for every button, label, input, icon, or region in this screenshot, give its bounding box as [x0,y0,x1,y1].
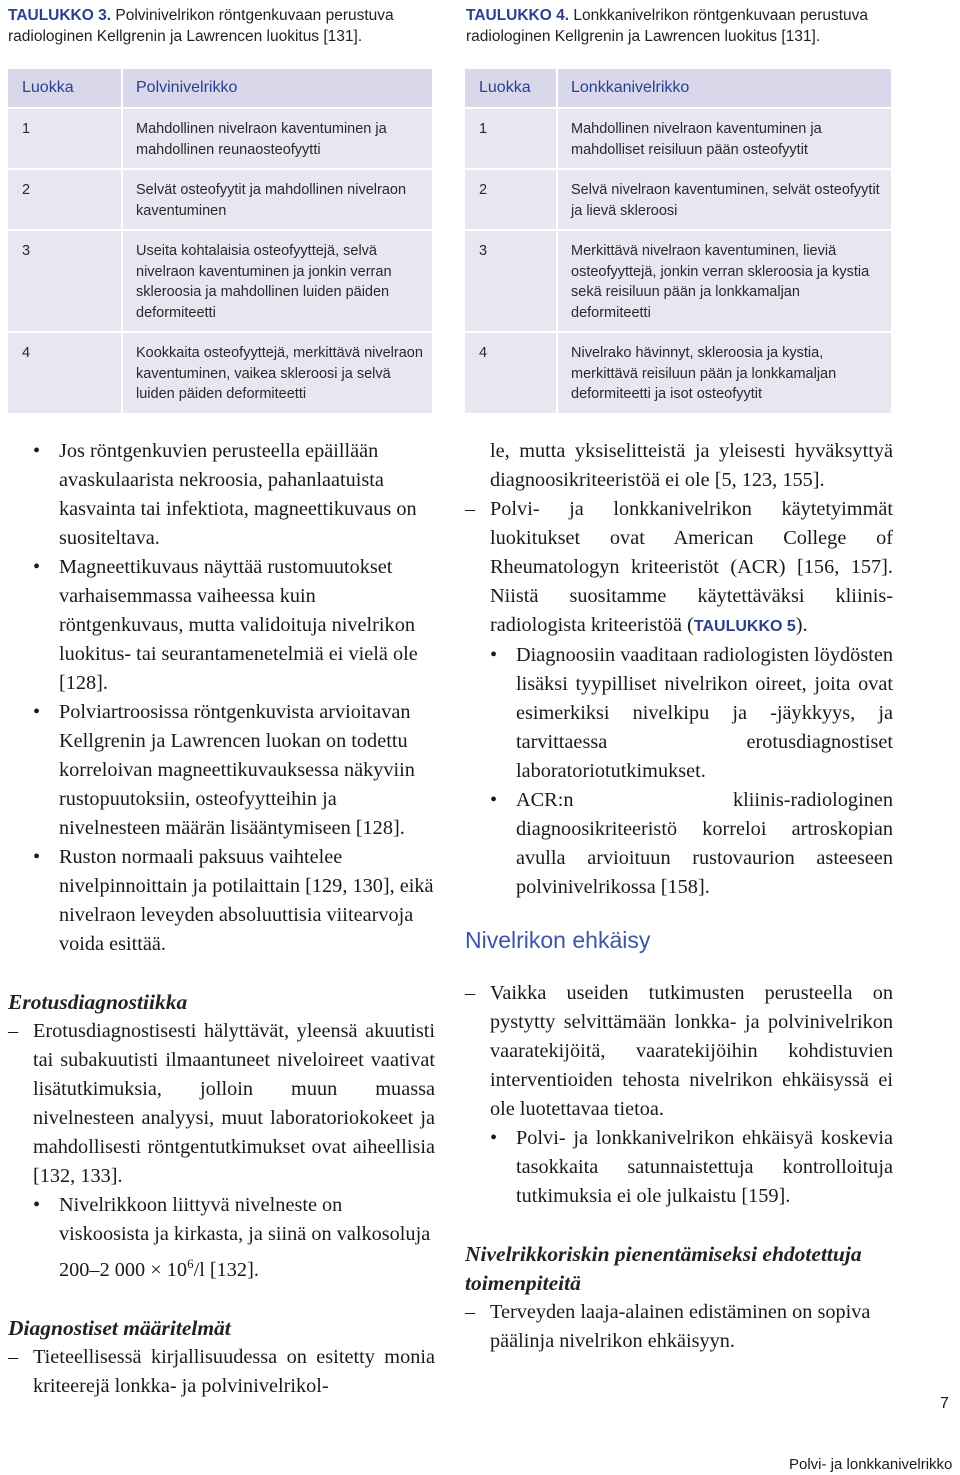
dash-text-pre: Polvi- ja lonkkanivelrikon käytetyimmät luokitukset ovat American College of Rheumatologyn kriteeristöt (ACR) [156, 157]. Niistä suositamme käytettäväksi kliinis-radiologista kriteeristöä ( [490,498,893,636]
bullet-text-post: /l [132]. [193,1258,259,1281]
table3-header-polvi: Polvinivelrikko [122,69,433,108]
list-item [8,843,435,959]
right-column [465,437,893,1356]
table-cell-class: 2 [8,169,122,230]
bullet-icon: • [490,644,498,666]
bullet-icon: • [33,556,41,578]
running-title: Polvi- ja lonkkanivelrikko [789,1456,953,1473]
table-cell-description: Useita kohtalaisia osteofyyttejä, selvä nivelraon kaventuminen ja jonkin verran skleroosia ja mahdollinen luiden päiden deformiteetti [122,230,433,332]
bullet-text: Ruston normaali paksuus vaihtelee nivelpinnoittain ja potilaittain [129, 130], eikä nivelraon leveyden absoluuttisia viitearvoja voida esittää. [59,846,434,955]
bullet-icon: • [33,701,41,723]
list-item [465,786,893,902]
table4-label: TAULUKKO 4. [466,7,570,24]
dash-icon: – [8,1345,19,1368]
table3-header-row [8,69,433,108]
table-cell-class: 1 [465,108,557,169]
table3-header-luokka: Luokka [8,69,122,108]
list-item [8,698,435,843]
dash-icon: – [465,1301,476,1323]
dash-text: Tieteellisessä kirjallisuudessa on esitetty monia kriteerejä lonkka- ja polvinivelrikol- [33,1345,435,1397]
table3-caption [8,6,438,47]
table-row [465,332,892,414]
table5-reference[interactable]: TAULUKKO 5 [693,618,796,635]
table-cell-description: Mahdollinen nivelraon kaventuminen ja mahdollinen reunaosteofyytti [122,108,433,169]
table-cell-class: 4 [8,332,122,414]
table-row [8,108,433,169]
dash-icon: – [465,498,476,520]
list-item [8,437,435,553]
table-row [8,169,433,230]
bullet-text: Jos röntgenkuvien perusteella epäillään avaskulaarista nekroosia, pahanlaatuista kasvainta tai infektiota, magneettikuvaus on suositeltava. [59,440,417,549]
table-row [465,230,892,332]
bullet-icon: • [490,789,498,811]
bullet-icon: • [33,846,41,868]
page-number: 7 [940,1395,949,1412]
table-cell-class: 3 [465,230,557,332]
dash-text-post: ). [795,614,808,636]
dash-item [8,1343,435,1401]
table4 [465,69,893,415]
bullet-icon: • [490,1127,498,1149]
dash-text: Terveyden laaja-alainen edistäminen on sopiva päälinja nivelrikon ehkäisyyn. [490,1301,871,1352]
bullet-text-pre: Nivelrikkoon liittyvä nivelneste on viskoosista ja kirkasta, ja siinä on valkosoluja 200–2 000 × 10 [59,1194,431,1281]
bullet-text: Diagnoosiin vaaditaan radiologisten löydösten lisäksi tyypilliset nivelrikon oireet, joita ovat esimerkiksi nivelkipu ja -jäykkyys, ja tarvittaessa erotusdiagnostiset laboratoriotutkimukset. [516,644,893,782]
dash-item [465,979,893,1124]
table-cell-description: Nivelrako hävinnyt, skleroosia ja kystia, merkittävä reisiluun pään ja lonkkamaljan deformiteetti ja isot osteofyytit [557,332,892,414]
list-item [8,553,435,698]
bullet-text-exponent: 6 [187,1256,194,1271]
table-cell-description: Selvä nivelraon kaventuminen, selvät osteofyytit ja lievä skleroosi [557,169,892,230]
table3-caption-text: Polvinivelrikon röntgenkuvaan perustuva radiologinen Kellgrenin ja Lawrencen luokitus [131]. [8,7,394,45]
list-item [8,1191,435,1285]
dash-item [465,495,893,641]
table-cell-description: Merkittävä nivelraon kaventuminen, lieviä osteofyyttejä, jonkin verran skleroosia ja kystia sekä reisiluun pään ja lonkkamaljan deformiteetti [557,230,892,332]
table4-caption-text: Lonkkanivelrikon röntgenkuvaan perustuva radiologinen Kellgrenin ja Lawrencen luokitus [131]. [466,7,869,45]
table3-label: TAULUKKO 3. [8,7,112,24]
dash-text: Vaikka useiden tutkimusten perusteella on pystytty selvittämään lonkka- ja polvinivelrikon vaaratekijöitä, vaaratekijöihin kohdistuvien interventioiden tehosta nivelrikon ehkäisyssä ei ole luotettavaa tietoa. [490,982,893,1120]
heading-diagnostiset-maaritelmat: Diagnostiset määritelmät [8,1315,231,1340]
table4-header-lonkka: Lonkkanivelrikko [557,69,892,108]
continued-paragraph: le, mutta yksiselitteistä ja yleisesti hyväksyttyä diagnoosikriteeristöä ei ole [5, 123, 155]. [490,440,893,491]
table-cell-class: 1 [8,108,122,169]
table-cell-description: Mahdollinen nivelraon kaventuminen ja mahdolliset reisiluun pään osteofyytit [557,108,892,169]
table4-header-luokka: Luokka [465,69,557,108]
bullet-text: Polvi- ja lonkkanivelrikon ehkäisyä koskevia tasokkaita satunnaistettuja kontrolloituja tutkimuksia ei ole julkaistu [159]. [516,1127,893,1207]
heading-toimenpiteet: Nivelrikkoriskin pienentämiseksi ehdotettuja toimenpiteitä [465,1242,862,1295]
list-item [465,641,893,786]
bullet-text: Magneettikuvaus näyttää rustomuutokset varhaisemmassa vaiheessa kuin röntgenkuvaus, mutta validoituja nivelrikon luokitus- tai seurantamenetelmiä ei vielä ole [128]. [59,556,418,694]
heading-erotusdiagnostiikka: Erotusdiagnostiikka [8,990,188,1014]
table-cell-description: Kookkaita osteofyyttejä, merkittävä nivelraon kaventuminen, vaikea skleroosi ja selvä luiden päiden deformiteetti [122,332,433,414]
section-title-ehkaisy: Nivelrikon ehkäisy [465,927,651,953]
table4-header-row [465,69,892,108]
dash-item [465,1298,893,1356]
bullet-text: Polviartroosissa röntgenkuvista arvioitavan Kellgrenin ja Lawrencen luokan on todettu korreloivan magneettikuvauksessa näkyviin rustopuutoksiin, osteofyytteihin ja nivelnesteen määrän lisääntymiseen [128]. [59,701,415,839]
table3 [8,69,434,415]
bullet-icon: • [33,440,41,462]
table-cell-class: 4 [465,332,557,414]
dash-icon: – [8,1020,19,1042]
table-cell-class: 3 [8,230,122,332]
table-row [465,169,892,230]
table-row [8,230,433,332]
table-row [8,332,433,414]
left-column [8,437,435,1401]
table4-caption [466,6,906,47]
bullet-text: ACR:n kliinis-radiologinen diagnoosikriteeristö korreloi artroskopian avulla arvioituun rustovaurion asteeseen polvinivelrikossa [158]. [516,789,893,898]
dash-item [8,1017,435,1191]
table-cell-description: Selvät osteofyytit ja mahdollinen nivelraon kaventuminen [122,169,433,230]
bullet-icon: • [33,1194,41,1216]
table-cell-class: 2 [465,169,557,230]
list-item [465,1124,893,1211]
dash-icon: – [465,982,476,1004]
dash-text: Erotusdiagnostisesti hälyttävät, yleensä akuutisti tai subakuutisti ilmaantuneet niveloireet vaativat lisätutkimuksia, jolloin muun muassa nivelnesteen analyysi, muut laboratoriokokeet ja mahdollisesti röntgentutkimukset ovat aiheellisia [132, 133]. [33,1020,435,1187]
table-row [465,108,892,169]
